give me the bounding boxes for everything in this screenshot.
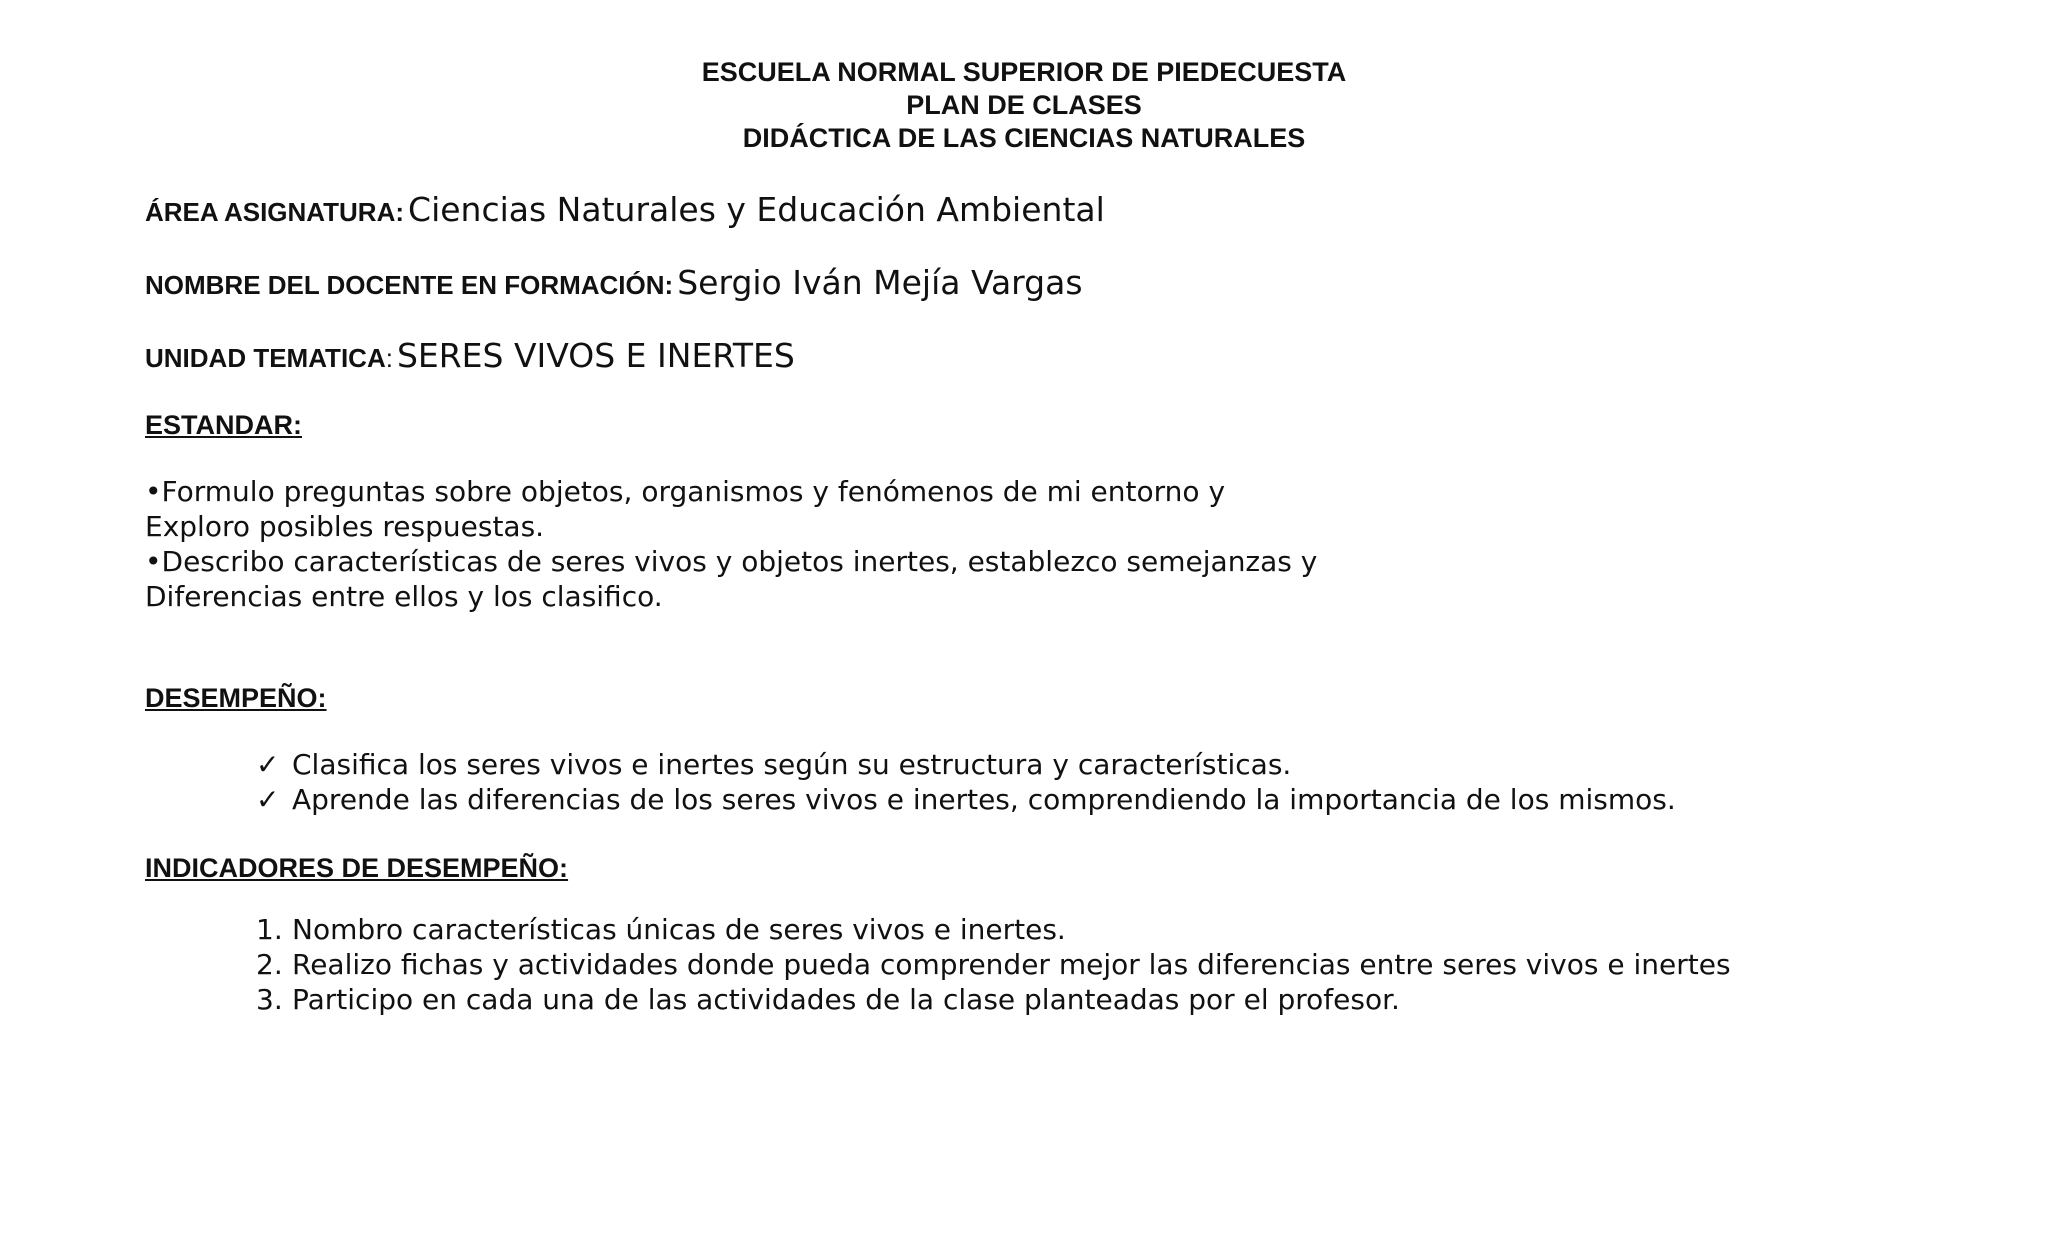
desempeno-item-text: Aprende las diferencias de los seres vivos e inertes, comprendiendo la importancia de los mismos. (292, 783, 1676, 816)
indicador-item-text: Participo en cada una de las actividades de la clase planteadas por el profesor. (292, 983, 1400, 1016)
course-title: DIDÁCTICA DE LAS CIENCIAS NATURALES (742, 123, 1306, 153)
indicadores-title: INDICADORES DE DESEMPEÑO: (145, 853, 569, 883)
desempeno-title: DESEMPEÑO: (145, 683, 327, 713)
area-label: ÁREA ASIGNATURA: (145, 197, 405, 227)
checkmark-icon: ✓ (256, 748, 280, 781)
estandar-line: •Formulo preguntas sobre objetos, organismos y fenómenos de mi entorno y (145, 475, 1226, 508)
plan-title: PLAN DE CLASES (906, 90, 1142, 120)
teacher-label: NOMBRE DEL DOCENTE EN FORMACIÓN: (145, 270, 674, 300)
item-number: 1. (256, 913, 283, 946)
area-field (145, 190, 1105, 229)
list-item (256, 912, 1731, 947)
desempeno-list (256, 747, 1676, 817)
estandar-line: Diferencias entre ellos y los clasifico. (145, 580, 663, 613)
teacher-value: Sergio Iván Mejía Vargas (677, 263, 1083, 302)
list-item (256, 747, 1676, 782)
unit-label: UNIDAD TEMATICA (145, 343, 386, 373)
indicador-item-text: Nombro características únicas de seres vivos e inertes. (292, 913, 1066, 946)
document-header (0, 56, 2048, 155)
unit-field (145, 336, 795, 375)
area-value: Ciencias Naturales y Educación Ambiental (408, 190, 1105, 229)
desempeno-item-text: Clasifica los seres vivos e inertes según su estructura y características. (292, 748, 1292, 781)
list-item (256, 982, 1731, 1017)
item-number: 2. (256, 948, 283, 981)
indicador-item-text: Realizo fichas y actividades donde pueda comprender mejor las diferencias entre seres vivos e inertes (292, 948, 1731, 981)
teacher-field (145, 263, 1083, 302)
school-name: ESCUELA NORMAL SUPERIOR DE PIEDECUESTA (701, 57, 1347, 87)
list-item (256, 782, 1676, 817)
checkmark-icon: ✓ (256, 783, 280, 816)
item-number: 3. (256, 983, 283, 1016)
estandar-line: •Describo características de seres vivos y objetos inertes, establezco semejanzas y (145, 545, 1318, 578)
unit-value: SERES VIVOS E INERTES (396, 336, 795, 375)
estandar-text (145, 474, 1317, 614)
indicadores-list (256, 912, 1731, 1017)
list-item (256, 947, 1731, 982)
estandar-title: ESTANDAR: (145, 410, 302, 440)
estandar-line: Exploro posibles respuestas. (145, 510, 545, 543)
unit-separator: : (385, 343, 393, 373)
